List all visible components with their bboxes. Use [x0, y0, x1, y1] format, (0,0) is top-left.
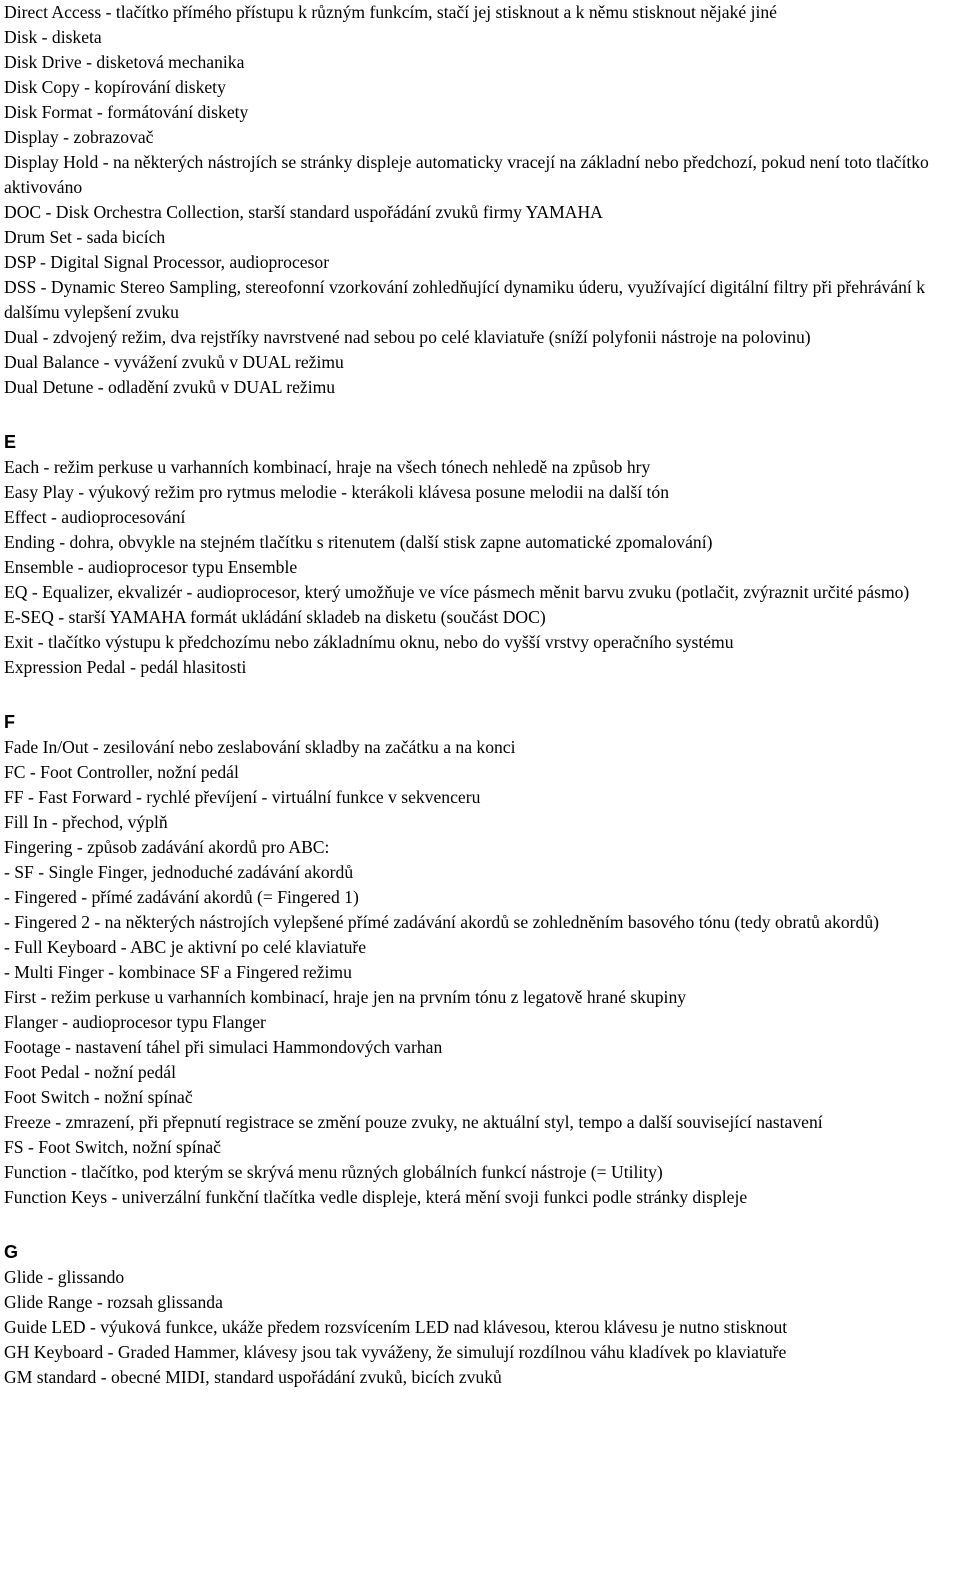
glossary-entry: Disk - disketa [4, 27, 102, 47]
glossary-entry: Direct Access - tlačítko přímého přístupu k různým funkcím, stačí jej stisknout a k němu stisknout nějaké jiné [4, 2, 777, 22]
glossary-entry: Function Keys - univerzální funkční tlačítka vedle displeje, která mění svoji funkci podle stránky displeje [4, 1187, 748, 1207]
section-spacer [4, 680, 954, 709]
glossary-entry: - SF - Single Finger, jednoduché zadávání akordů [4, 862, 354, 882]
glossary-entry: Expression Pedal - pedál hlasitosti [4, 657, 247, 677]
glossary-entry: EQ - Equalizer, ekvalizér - audioprocesor, který umožňuje ve více pásmech měnit barvu zvuku (potlačit, zvýraznit určité pásmo) [4, 582, 910, 602]
glossary-entry: - Fingered 2 - na některých nástrojích vylepšené přímé zadávání akordů se zohledněním basového tónu (tedy obratů akordů) [4, 912, 879, 932]
glossary-entry: - Full Keyboard - ABC je aktivní po celé klaviatuře [4, 937, 367, 957]
glossary-entry: Ending - dohra, obvykle na stejném tlačítku s ritenutem (další stisk zapne automatické zpomalování) [4, 532, 713, 552]
glossary-entry: E-SEQ - starší YAMAHA formát ukládání skladeb na disketu (součást DOC) [4, 607, 546, 627]
section-letter-heading: E [4, 432, 17, 452]
glossary-entry: Flanger - audioprocesor typu Flanger [4, 1012, 266, 1032]
glossary-entry: Fill In - přechod, výplň [4, 812, 168, 832]
glossary-entry: FC - Foot Controller, nožní pedál [4, 762, 239, 782]
glossary-entry: DOC - Disk Orchestra Collection, starší standard uspořádání zvuků firmy YAMAHA [4, 202, 603, 222]
glossary-entry: Fade In/Out - zesilování nebo zeslabování skladby na začátku a na konci [4, 737, 516, 757]
glossary-entry: Fingering - způsob zadávání akordů pro ABC: [4, 837, 330, 857]
glossary-entry: Foot Switch - nožní spínač [4, 1087, 193, 1107]
glossary-entry: Foot Pedal - nožní pedál [4, 1062, 176, 1082]
section-letter-heading: G [4, 1242, 19, 1262]
glossary-entry: Drum Set - sada bicích [4, 227, 166, 247]
glossary-entry: Effect - audioprocesování [4, 507, 186, 527]
glossary-entry: Ensemble - audioprocesor typu Ensemble [4, 557, 298, 577]
glossary-entry: First - režim perkuse u varhanních kombinací, hraje jen na prvním tónu z legatově hrané skupiny [4, 987, 687, 1007]
section-letter-heading: F [4, 712, 15, 732]
glossary-section [4, 680, 954, 1210]
glossary-entry: Footage - nastavení táhel při simulaci Hammondových varhan [4, 1037, 443, 1057]
glossary-entry: Dual Detune - odladění zvuků v DUAL režimu [4, 377, 336, 397]
section-spacer [4, 1210, 954, 1239]
glossary-entry: Display Hold - na některých nástrojích se stránky displeje automaticky vracejí na základní nebo předchozí, pokud není toto tlačítko aktivováno [4, 152, 929, 197]
glossary-entry: Display - zobrazovač [4, 127, 154, 147]
glossary-document [4, 0, 954, 1390]
glossary-section [4, 1210, 954, 1390]
glossary-entry: - Multi Finger - kombinace SF a Fingered režimu [4, 962, 352, 982]
glossary-entry: DSS - Dynamic Stereo Sampling, stereofonní vzorkování zohledňující dynamiku úderu, využívající digitální filtry při přehrávání k dalšímu vylepšení zvuku [4, 277, 926, 322]
glossary-entry: FF - Fast Forward - rychlé převíjení - virtuální funkce v sekvenceru [4, 787, 481, 807]
glossary-entry: Disk Format - formátování diskety [4, 102, 249, 122]
glossary-entry: Dual - zdvojený režim, dva rejstříky navrstvené nad sebou po celé klaviatuře (sníží polyfonii nástroje na polovinu) [4, 327, 811, 347]
section-spacer [4, 400, 954, 429]
glossary-section [4, 0, 954, 400]
glossary-entry: GH Keyboard - Graded Hammer, klávesy jsou tak vyváženy, že simulují rozdílnou váhu kladívek po klaviatuře [4, 1342, 787, 1362]
glossary-entry: Dual Balance - vyvážení zvuků v DUAL režimu [4, 352, 344, 372]
glossary-entry: DSP - Digital Signal Processor, audioprocesor [4, 252, 330, 272]
glossary-entry: Freeze - zmrazení, při přepnutí registrace se změní pouze zvuky, ne aktuální styl, tempo a další související nastavení [4, 1112, 823, 1132]
glossary-entry: Exit - tlačítko výstupu k předchozímu nebo základnímu oknu, nebo do vyšší vrstvy operačního systému [4, 632, 734, 652]
glossary-entry: GM standard - obecné MIDI, standard uspořádání zvuků, bicích zvuků [4, 1367, 502, 1387]
glossary-entry: Glide - glissando [4, 1267, 125, 1287]
glossary-entry: Each - režim perkuse u varhanních kombinací, hraje na všech tónech nehledě na způsob hry [4, 457, 651, 477]
glossary-entry: Easy Play - výukový režim pro rytmus melodie - kterákoli klávesa posune melodii na další tón [4, 482, 669, 502]
glossary-entry: Guide LED - výuková funkce, ukáže předem rozsvícením LED nad klávesou, kterou klávesu je nutno stisknout [4, 1317, 788, 1337]
glossary-entry: - Fingered - přímé zadávání akordů (= Fingered 1) [4, 887, 359, 907]
glossary-entry: Disk Drive - disketová mechanika [4, 52, 245, 72]
glossary-entry: FS - Foot Switch, nožní spínač [4, 1137, 221, 1157]
glossary-entry: Disk Copy - kopírování diskety [4, 77, 226, 97]
glossary-entry: Function - tlačítko, pod kterým se skrývá menu různých globálních funkcí nástroje (= Utility) [4, 1162, 663, 1182]
glossary-section [4, 400, 954, 680]
glossary-entry: Glide Range - rozsah glissanda [4, 1292, 223, 1312]
